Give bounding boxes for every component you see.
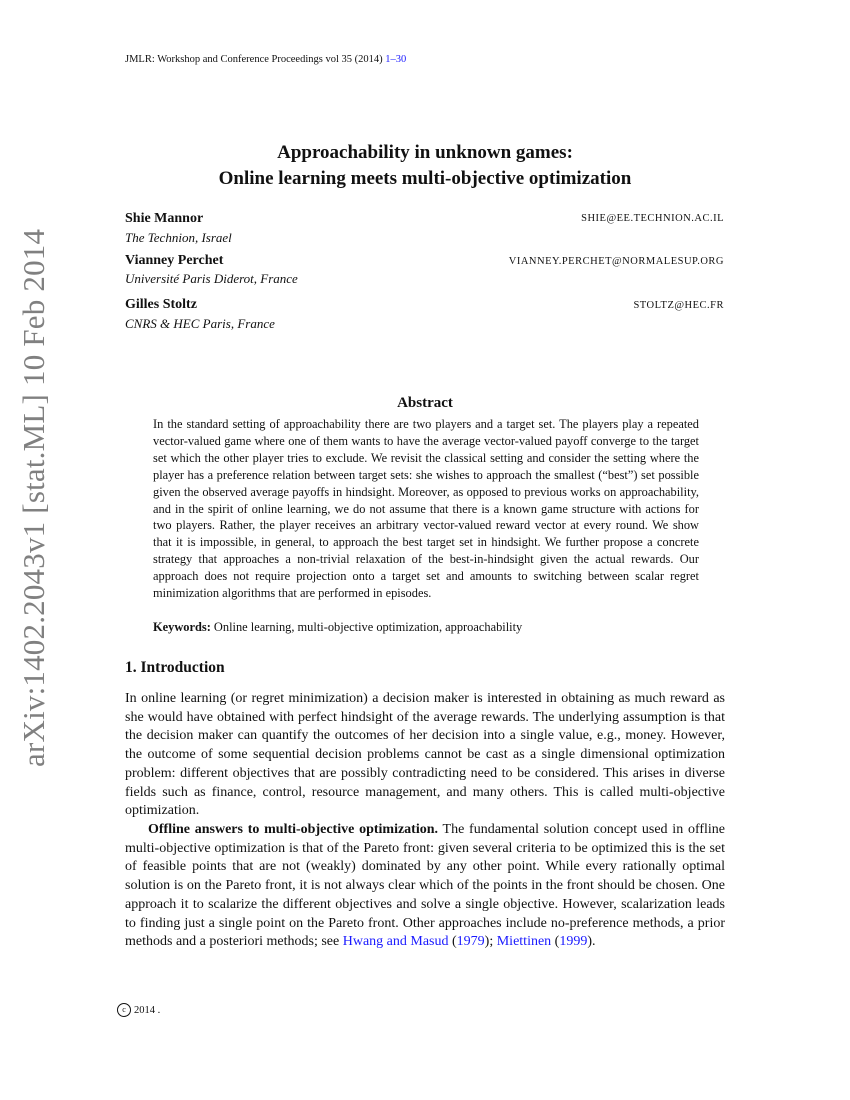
citation-paren: ( — [448, 934, 457, 950]
keywords — [153, 620, 522, 635]
citation-year-1979[interactable]: 1979 — [456, 934, 485, 950]
journal-header — [125, 54, 406, 65]
arxiv-identifier: arXiv:1402.2043v1 [stat.ML] 10 Feb 2014 — [16, 228, 51, 768]
author-email: SHIE@EE.TECHNION.AC.IL — [581, 213, 724, 224]
citation-miettinen[interactable]: Miettinen — [496, 934, 552, 950]
abstract-heading: Abstract — [397, 395, 453, 411]
paper-title — [0, 140, 850, 192]
offline-answers-paragraph — [125, 821, 725, 952]
paragraph-lead: Offline answers to multi-objective optimization. — [148, 822, 439, 837]
author-name: Vianney Perchet — [125, 253, 224, 268]
copyright-footer — [117, 1003, 160, 1017]
pages-link[interactable]: 1–30 — [385, 54, 407, 65]
citation-hwang-masud[interactable]: Hwang and Masud — [342, 934, 449, 950]
copyright-icon: c — [117, 1003, 131, 1017]
citation-end: ). — [587, 934, 596, 950]
author-affiliation: CNRS & HEC Paris, France — [125, 316, 275, 331]
author-name: Gilles Stoltz — [125, 297, 197, 312]
keywords-text: Online learning, multi-objective optimization, approachability — [210, 620, 523, 634]
section-heading: 1. Introduction — [125, 659, 225, 676]
author-affiliation: The Technion, Israel — [125, 230, 232, 245]
citation-paren: ( — [551, 934, 560, 950]
title-line-2: Online learning meets multi-objective optimization — [218, 168, 632, 189]
intro-paragraph: In online learning (or regret minimization) a decision maker is interested in obtaining as much reward as she would have obtained with perfect hindsight of the average rewards. The underlying assumption is that the decision maker can quantify the outcomes of her decision into a single value, e.g., money. However, the outcome of some sequential decision problems cannot be cast as a single dimensional optimization problem: different objectives that are possibly contradicting need to be considered. This arises in diverse fields such as finance, control, resource management, and many others. This is called multi-objective optimization. — [125, 691, 725, 819]
author-affiliation: Université Paris Diderot, France — [125, 271, 298, 286]
author-email: VIANNEY.PERCHET@NORMALESUP.ORG — [508, 256, 724, 267]
copyright-text: 2014 . — [134, 1004, 161, 1016]
author-name: Shie Mannor — [125, 211, 204, 226]
author-email: STOLTZ@HEC.FR — [633, 300, 724, 311]
keywords-label: Keywords: — [153, 620, 211, 634]
journal-name: JMLR: Workshop and Conference Proceedings vol 35 (2014) — [125, 54, 386, 65]
citation-separator: ); — [484, 934, 497, 950]
abstract-text: In the standard setting of approachability there are two players and a target set. The players play a repeated vector-valued game where one of them wants to have the average vector-valued payoff converge to the target set which the other player tries to exclude. We revisit the classical setting and consider the setting where the player has a preference relation between target sets: she wishes to approach the smallest (“best”) set possible given the observed average payoffs in hindsight. Moreover, as opposed to previous works on approachability, and in the spirit of online learning, we do not assume that there is a known game structure with actions for two players. Rather, the player receives an arbitrary vector-valued reward vector at every round. We show that it is impossible, in general, to approach the best target set in hindsight. We further propose a concrete strategy that approaches a non-trivial relaxation of the best-in-hindsight given the actual rewards. Our approach does not require projection onto a target set and amounts to switching between scalar regret minimization algorithms that are performed in episodes. — [153, 417, 699, 601]
paragraph-body: The fundamental solution concept used in offline multi-objective optimization is that of the Pareto front: given several criteria to be optimized this is the set of feasible points that are not (weakly) dominated by any other point. While every rationally optimal solution is on the Pareto front, it is not always clear which of the points in the front should be chosen. One approach it to scalarize the different objectives and solve a single objective. However, scalarization leads to finding just a single point on the Pareto front. Other approaches include no-preference methods, a prior methods and a posteriori methods; see — [125, 822, 726, 950]
citation-year-1999[interactable]: 1999 — [559, 934, 588, 950]
title-line-1: Approachability in unknown games: — [277, 142, 573, 163]
